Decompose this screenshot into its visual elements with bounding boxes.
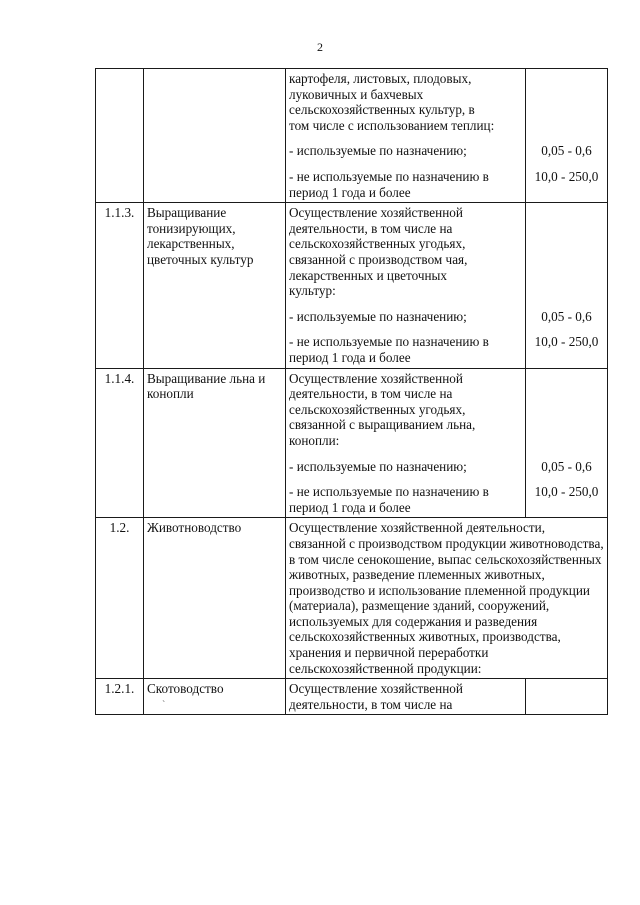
row-code: 1.1.3. [96,203,144,368]
table-row [96,518,608,679]
sub-item-value: 0,05 - 0,6 [541,308,592,324]
description-line: связанной с производством чая, [289,251,468,267]
page-number: 2 [317,40,323,54]
row-name [144,69,286,203]
description-line: Осуществление хозяйственной [289,370,463,386]
sub-item-text: - не используемые по назначению в период 1 года и более [289,334,489,365]
table-row [96,368,608,518]
row-code: 1.2. [96,518,144,679]
description-line: Осуществление хозяйственной [289,681,463,697]
sub-item-text: - используемые по назначению; [289,143,467,159]
sub-item-text: - используемые по назначению; [289,458,467,474]
description-line: луковичных и бахчевых [289,86,424,102]
description-text: Осуществление хозяйственной деятельности, связанной с производством продукции животноводства, в том числе сенокошение, выпас сельскохозяйственных животных, разведение племенных животных, производство и использование племенной продукции (материала), размещение зданий, сооружений, используемых для содержания и разведения сельскохозяйственных животных, производства, хранения и первичной переработки сельскохозяйственной продукции: [289,520,604,676]
classification-table [95,68,608,715]
description-line: связанной с выращиванием льна, [289,417,476,433]
table-row [96,679,608,715]
row-values [526,69,608,203]
sub-item-text: - используемые по назначению; [289,308,467,324]
row-name: Выращивание тонизирующих, лекарственных, цветочных культур [144,203,286,368]
sub-item-value: 0,05 - 0,6 [541,458,592,474]
table-row [96,69,608,203]
row-code: 1.2.1. [96,679,144,715]
description-line: том числе с использованием теплиц: [289,117,495,133]
row-description [286,203,526,368]
table-row [96,203,608,368]
row-name: Выращивание льна и конопли [144,368,286,518]
row-values [526,368,608,518]
description-line: конопли: [289,432,340,448]
row-description [286,69,526,203]
row-values [526,679,608,715]
row-values [526,203,608,368]
description-line: деятельности, в том числе на [289,696,453,712]
description-line: Осуществление хозяйственной [289,205,463,221]
row-description [286,679,526,715]
description-line: деятельности, в том числе на [289,386,453,402]
description-line: сельскохозяйственных культур, в [289,102,475,118]
description-line: культур: [289,283,336,299]
sub-item-value: 0,05 - 0,6 [541,143,592,159]
row-name: Скотоводство [144,679,286,715]
scan-mark: ˋ [162,700,166,711]
description-line: сельскохозяйственных угодьях, [289,401,466,417]
sub-item-text: - не используемые по назначению в период 1 года и более [289,484,489,515]
sub-item-value: 10,0 - 250,0 [534,168,599,184]
row-code [96,69,144,203]
sub-item-value: 10,0 - 250,0 [534,334,599,350]
row-description [286,518,608,679]
description-line: деятельности, в том числе на [289,220,453,236]
description-line: сельскохозяйственных угодьях, [289,236,466,252]
sub-item-text: - не используемые по назначению в период 1 года и более [289,168,489,200]
sub-item-value: 10,0 - 250,0 [534,484,599,500]
description-line: лекарственных и цветочных [289,267,447,283]
row-name: Животноводство [144,518,286,679]
row-description [286,368,526,518]
row-code: 1.1.4. [96,368,144,518]
table-body [96,69,608,715]
description-line: картофеля, листовых, плодовых, [289,71,472,86]
